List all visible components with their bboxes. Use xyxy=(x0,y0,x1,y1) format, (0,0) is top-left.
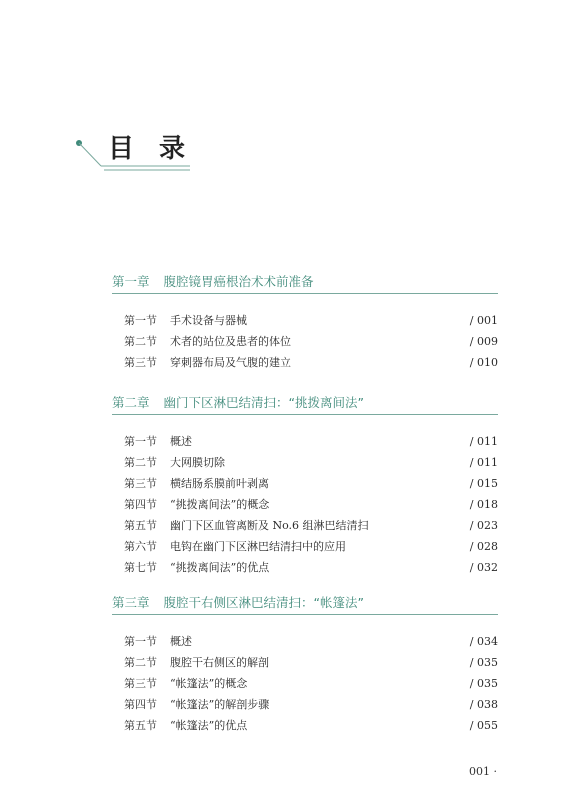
section-page: / 023 xyxy=(469,519,498,532)
section-page: / 010 xyxy=(469,356,498,369)
toc-entry[interactable] xyxy=(124,352,498,373)
toc-entry[interactable] xyxy=(124,494,498,515)
toc-entry[interactable] xyxy=(124,310,498,331)
toc-entry[interactable] xyxy=(124,536,498,557)
toc-entry[interactable] xyxy=(124,473,498,494)
section-number: 第五节 xyxy=(124,519,157,532)
section-title: 手术设备与器械 xyxy=(170,314,247,327)
page-number: 001 · xyxy=(469,765,497,778)
section-title: 概述 xyxy=(170,635,192,648)
chapter-number: 第一章 xyxy=(112,274,150,289)
chapter-title: 腹腔镜胃癌根治术术前准备 xyxy=(163,274,314,289)
section-number: 第四节 xyxy=(124,498,157,511)
toc-entry[interactable] xyxy=(124,557,498,578)
section-title: 幽门下区血管离断及 No.6 组淋巴结清扫 xyxy=(170,519,369,532)
toc-entry[interactable] xyxy=(124,715,498,736)
section-number: 第一节 xyxy=(124,314,157,327)
section-number: 第六节 xyxy=(124,540,157,553)
toc-entry[interactable] xyxy=(124,452,498,473)
section-title: “帐篷法”的优点 xyxy=(170,719,248,732)
page-title: 目 录 xyxy=(108,134,194,164)
section-title: 电钩在幽门下区淋巴结清扫中的应用 xyxy=(170,540,346,553)
section-title: 穿刺器布局及气腹的建立 xyxy=(170,356,291,369)
chapter-1 xyxy=(112,271,498,373)
section-page: / 035 xyxy=(469,677,498,690)
section-title: 腹腔干右侧区的解剖 xyxy=(170,656,269,669)
section-title: 大网膜切除 xyxy=(170,456,225,469)
toc-entry[interactable] xyxy=(124,331,498,352)
section-page: / 038 xyxy=(469,698,498,711)
section-page: / 011 xyxy=(469,456,498,469)
section-number: 第二节 xyxy=(124,335,157,348)
toc-entry[interactable] xyxy=(124,694,498,715)
section-page: / 018 xyxy=(469,498,498,511)
section-number: 第三节 xyxy=(124,356,157,369)
section-page: / 035 xyxy=(469,656,498,669)
toc-entry[interactable] xyxy=(124,652,498,673)
toc-entry[interactable] xyxy=(124,431,498,452)
section-list xyxy=(112,431,498,578)
section-number: 第三节 xyxy=(124,677,157,690)
section-number: 第四节 xyxy=(124,698,157,711)
section-number: 第五节 xyxy=(124,719,157,732)
chapter-number: 第二章 xyxy=(112,395,150,410)
section-number: 第一节 xyxy=(124,435,157,448)
toc-entry[interactable] xyxy=(124,631,498,652)
chapter-3 xyxy=(112,592,498,736)
chapter-title: 腹腔干右侧区淋巴结清扫：“帐篷法” xyxy=(163,595,364,610)
chapter-heading[interactable] xyxy=(112,392,498,415)
title-decoration xyxy=(0,0,569,200)
chapter-2 xyxy=(112,392,498,578)
chapter-title: 幽门下区淋巴结清扫：“挑拨离间法” xyxy=(163,395,364,410)
section-title: 横结肠系膜前叶剥离 xyxy=(170,477,269,490)
section-title: 术者的站位及患者的体位 xyxy=(170,335,291,348)
section-list xyxy=(112,310,498,373)
toc-entry[interactable] xyxy=(124,515,498,536)
section-page: / 001 xyxy=(469,314,498,327)
section-number: 第一节 xyxy=(124,635,157,648)
section-page: / 009 xyxy=(469,335,498,348)
section-list xyxy=(112,631,498,736)
section-page: / 055 xyxy=(469,719,498,732)
chapter-number: 第三章 xyxy=(112,595,150,610)
section-page: / 011 xyxy=(469,435,498,448)
section-page: / 034 xyxy=(469,635,498,648)
section-title: “帐篷法”的解剖步骤 xyxy=(170,698,270,711)
section-number: 第三节 xyxy=(124,477,157,490)
section-page: / 032 xyxy=(469,561,498,574)
section-title: 概述 xyxy=(170,435,192,448)
section-page: / 015 xyxy=(469,477,498,490)
chapter-heading[interactable] xyxy=(112,592,498,615)
section-number: 第二节 xyxy=(124,656,157,669)
section-title: “帐篷法”的概念 xyxy=(170,677,248,690)
section-title: “挑拨离间法”的优点 xyxy=(170,561,270,574)
toc-entry[interactable] xyxy=(124,673,498,694)
section-page: / 028 xyxy=(469,540,498,553)
chapter-heading[interactable] xyxy=(112,271,498,294)
section-number: 第七节 xyxy=(124,561,157,574)
section-number: 第二节 xyxy=(124,456,157,469)
section-title: “挑拨离间法”的概念 xyxy=(170,498,270,511)
